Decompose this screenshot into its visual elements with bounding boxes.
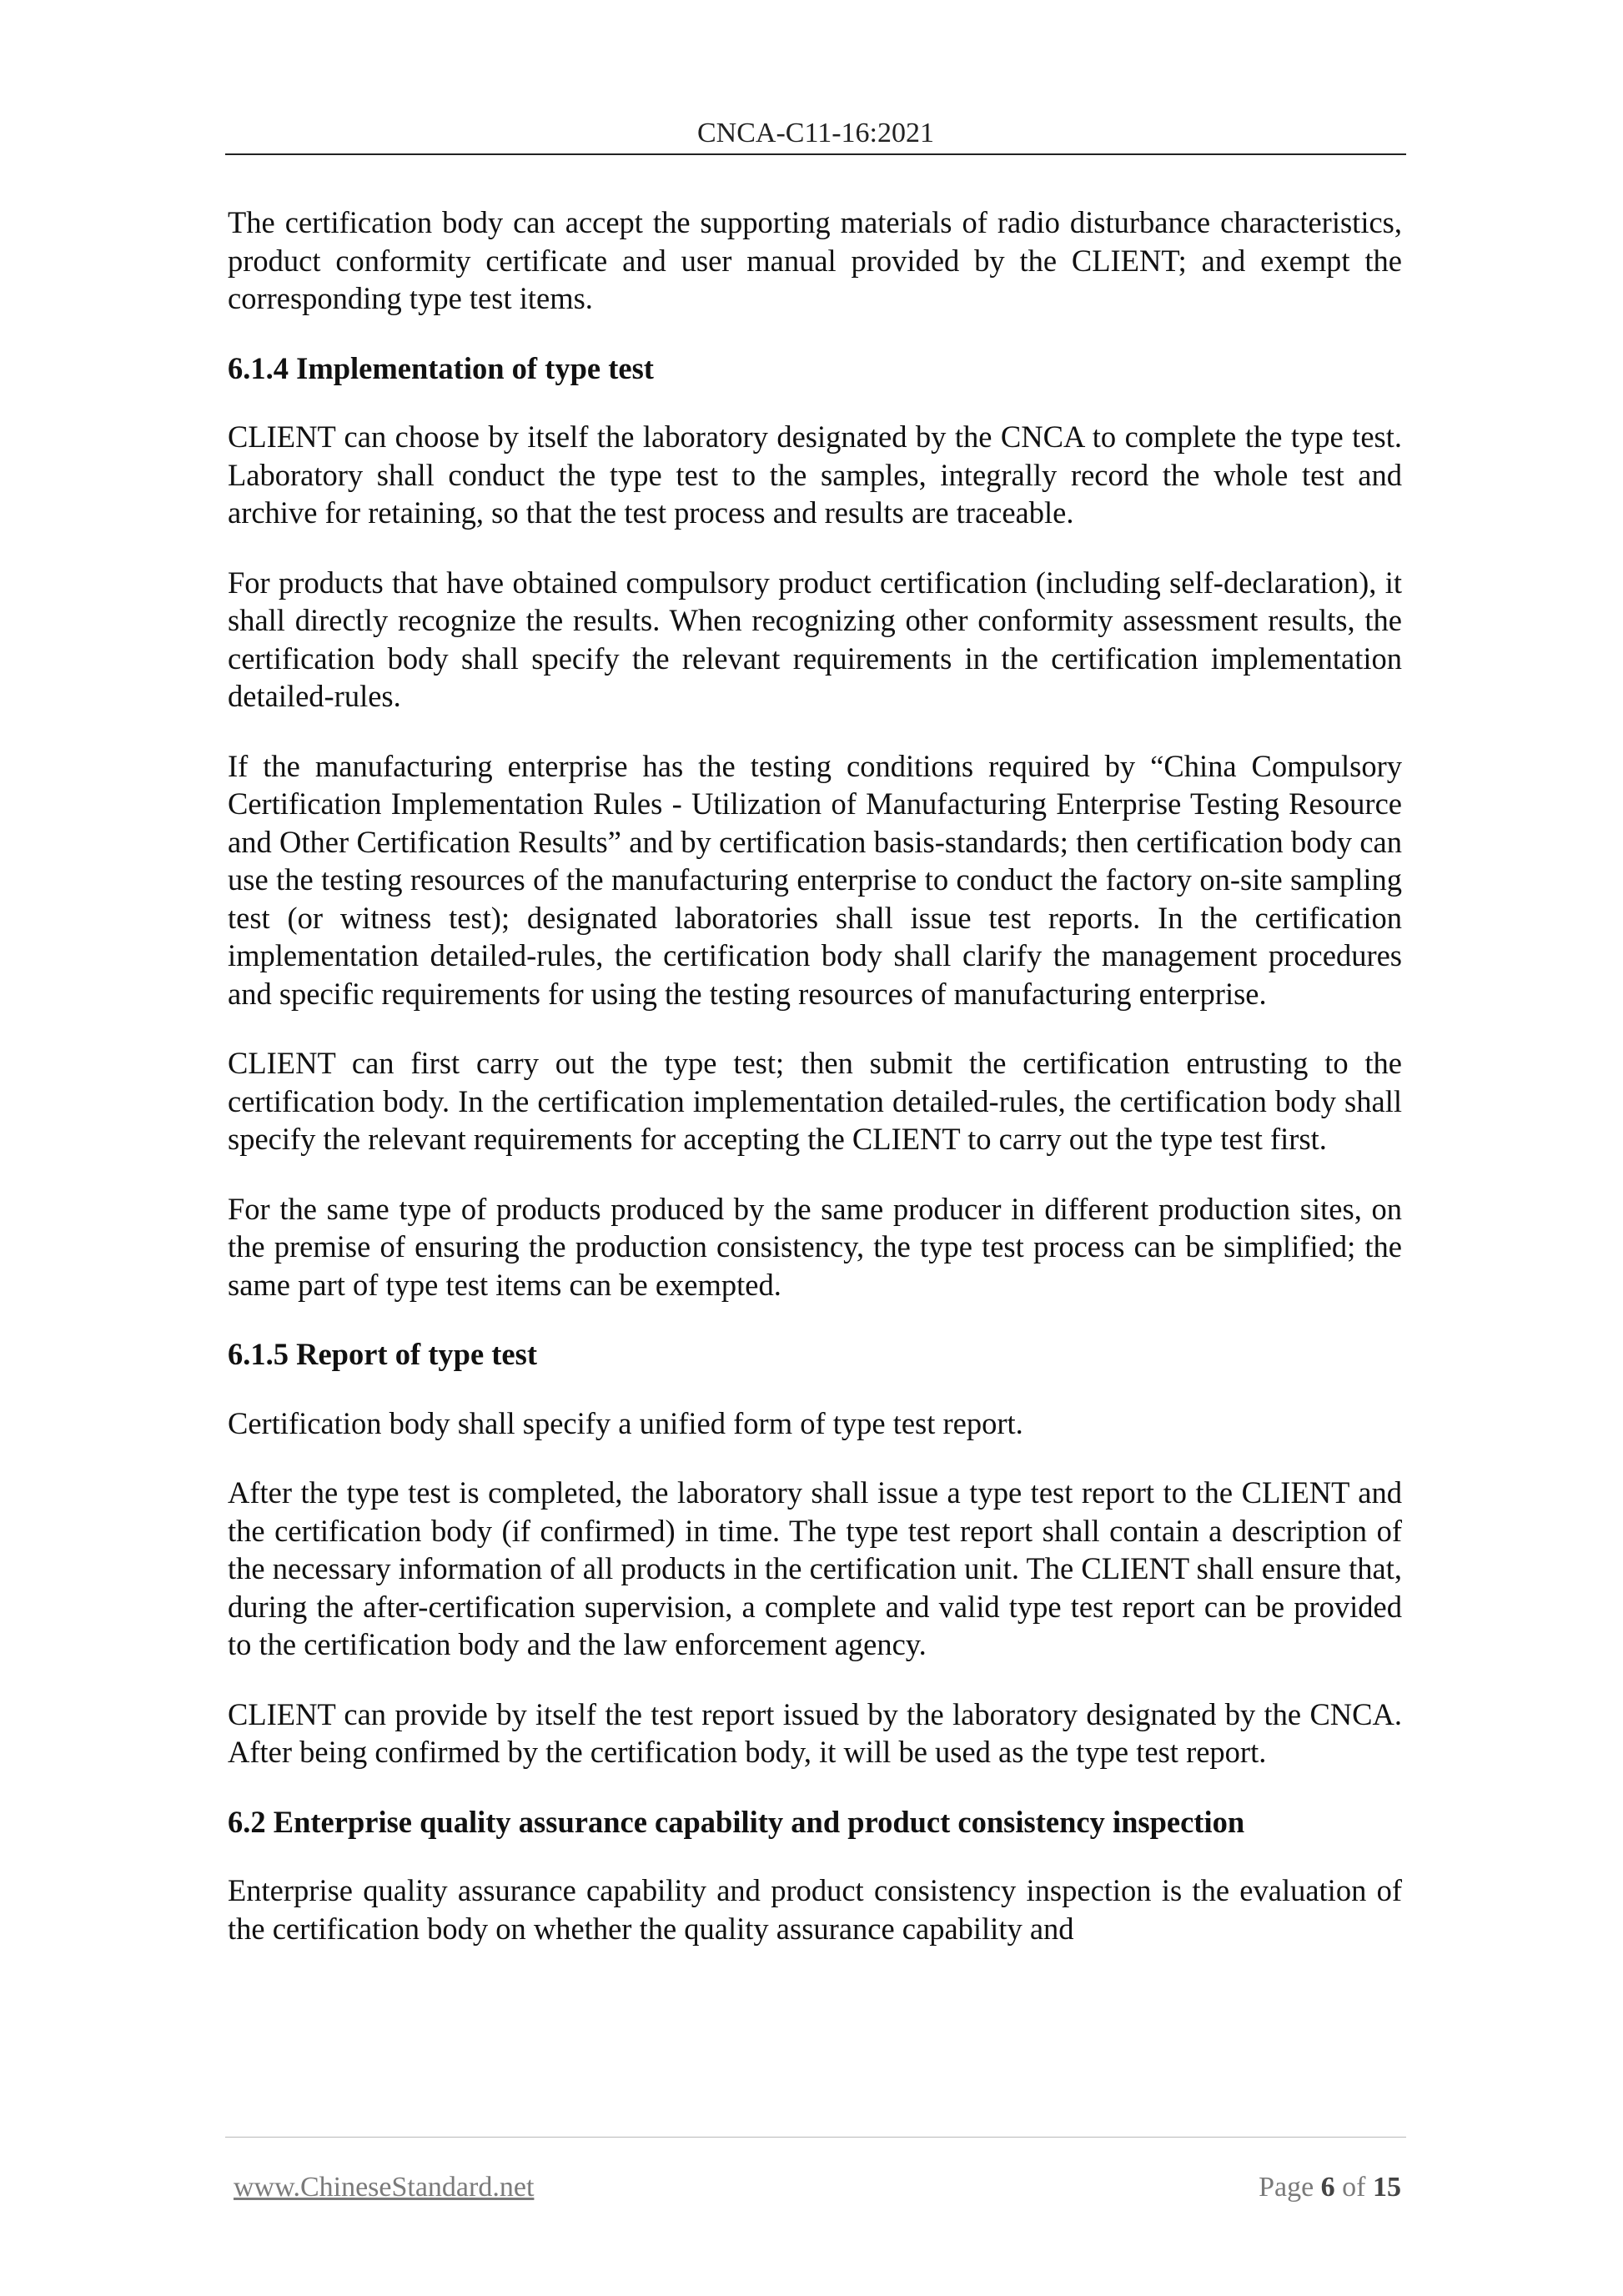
page-footer	[234, 2167, 1401, 2208]
paragraph: If the manufacturing enterprise has the testing conditions required by “China Compulsory Certification Implementation Rules - Utilization of Manufacturing Enterprise Testing Resource and Other Certification Results” and by certification basis-standards; then certification body can use the testing resources of the manufacturing enterprise to conduct the factory on-site sampling test (or witness test); designated laboratories shall issue test reports. In the certification implementation detailed-rules, the certification body shall clarify the management procedures and specific requirements for using the testing resources of manufacturing enterprise.	[228, 748, 1402, 1011]
paragraph: For the same type of products produced by the same producer in different production sites, on the premise of ensuring the production consistency, the type test process can be simplified; the same part of type test items can be exempted.	[228, 1191, 1402, 1302]
current-page: 6	[1320, 2172, 1335, 2203]
document-body	[228, 203, 1402, 1979]
page-word: Page	[1259, 2172, 1314, 2203]
paragraph: For products that have obtained compulsory product certification (including self-declaration), it shall directly recognize the results. When recognizing other conformity assessment results, the certification body shall specify the relevant requirements in the certification implementation detailed-rules.	[228, 565, 1402, 713]
document-code: CNCA-C11-16:2021	[697, 118, 934, 148]
page-indicator	[1259, 2167, 1401, 2208]
paragraph: CLIENT can first carry out the type test; then submit the certification entrusting to the certification body. In the certification implementation detailed-rules, the certification body shall specify the relevant requirements for accepting the CLIENT to carry out the type test first.	[228, 1046, 1402, 1156]
section-heading-6-2: 6.2 Enterprise quality assurance capability and product consistency inspection	[228, 1804, 1245, 1839]
total-pages: 15	[1373, 2172, 1401, 2203]
of-word: of	[1342, 2172, 1366, 2203]
paragraph: After the type test is completed, the laboratory shall issue a type test report to the CLIENT and the certification body (if confirmed) in time. The type test report shall contain a description of the necessary information of all products in the certification unit. The CLIENT shall ensure that, during the after-certification supervision, a complete and valid type test report can be provided to the certification body and the law enforcement agency.	[228, 1475, 1402, 1661]
section-heading-6-1-5: 6.1.5 Report of type test	[228, 1337, 537, 1371]
footer-divider	[225, 2137, 1406, 2138]
paragraph: Certification body shall specify a unified form of type test report.	[228, 1405, 1023, 1440]
paragraph: CLIENT can provide by itself the test report issued by the laboratory designated by the CNCA. After being confirmed by the certification body, it will be used as the type test report.	[228, 1696, 1402, 1769]
website-link[interactable]: www.ChineseStandard.net	[234, 2172, 535, 2203]
paragraph: The certification body can accept the supporting materials of radio disturbance characteristics, product conformity certificate and user manual provided by the CLIENT; and exempt the corresponding type test items.	[228, 205, 1402, 315]
paragraph: Enterprise quality assurance capability and product consistency inspection is the evaluation of the certification body on whether the quality assurance capability and	[228, 1873, 1402, 1946]
section-heading-6-1-4: 6.1.4 Implementation of type test	[228, 350, 654, 385]
paragraph: CLIENT can choose by itself the laboratory designated by the CNCA to complete the type test. Laboratory shall conduct the type test to the samples, integrally record the whole test and archive for retaining, so that the test process and results are traceable.	[228, 420, 1402, 530]
page-header	[225, 113, 1406, 155]
